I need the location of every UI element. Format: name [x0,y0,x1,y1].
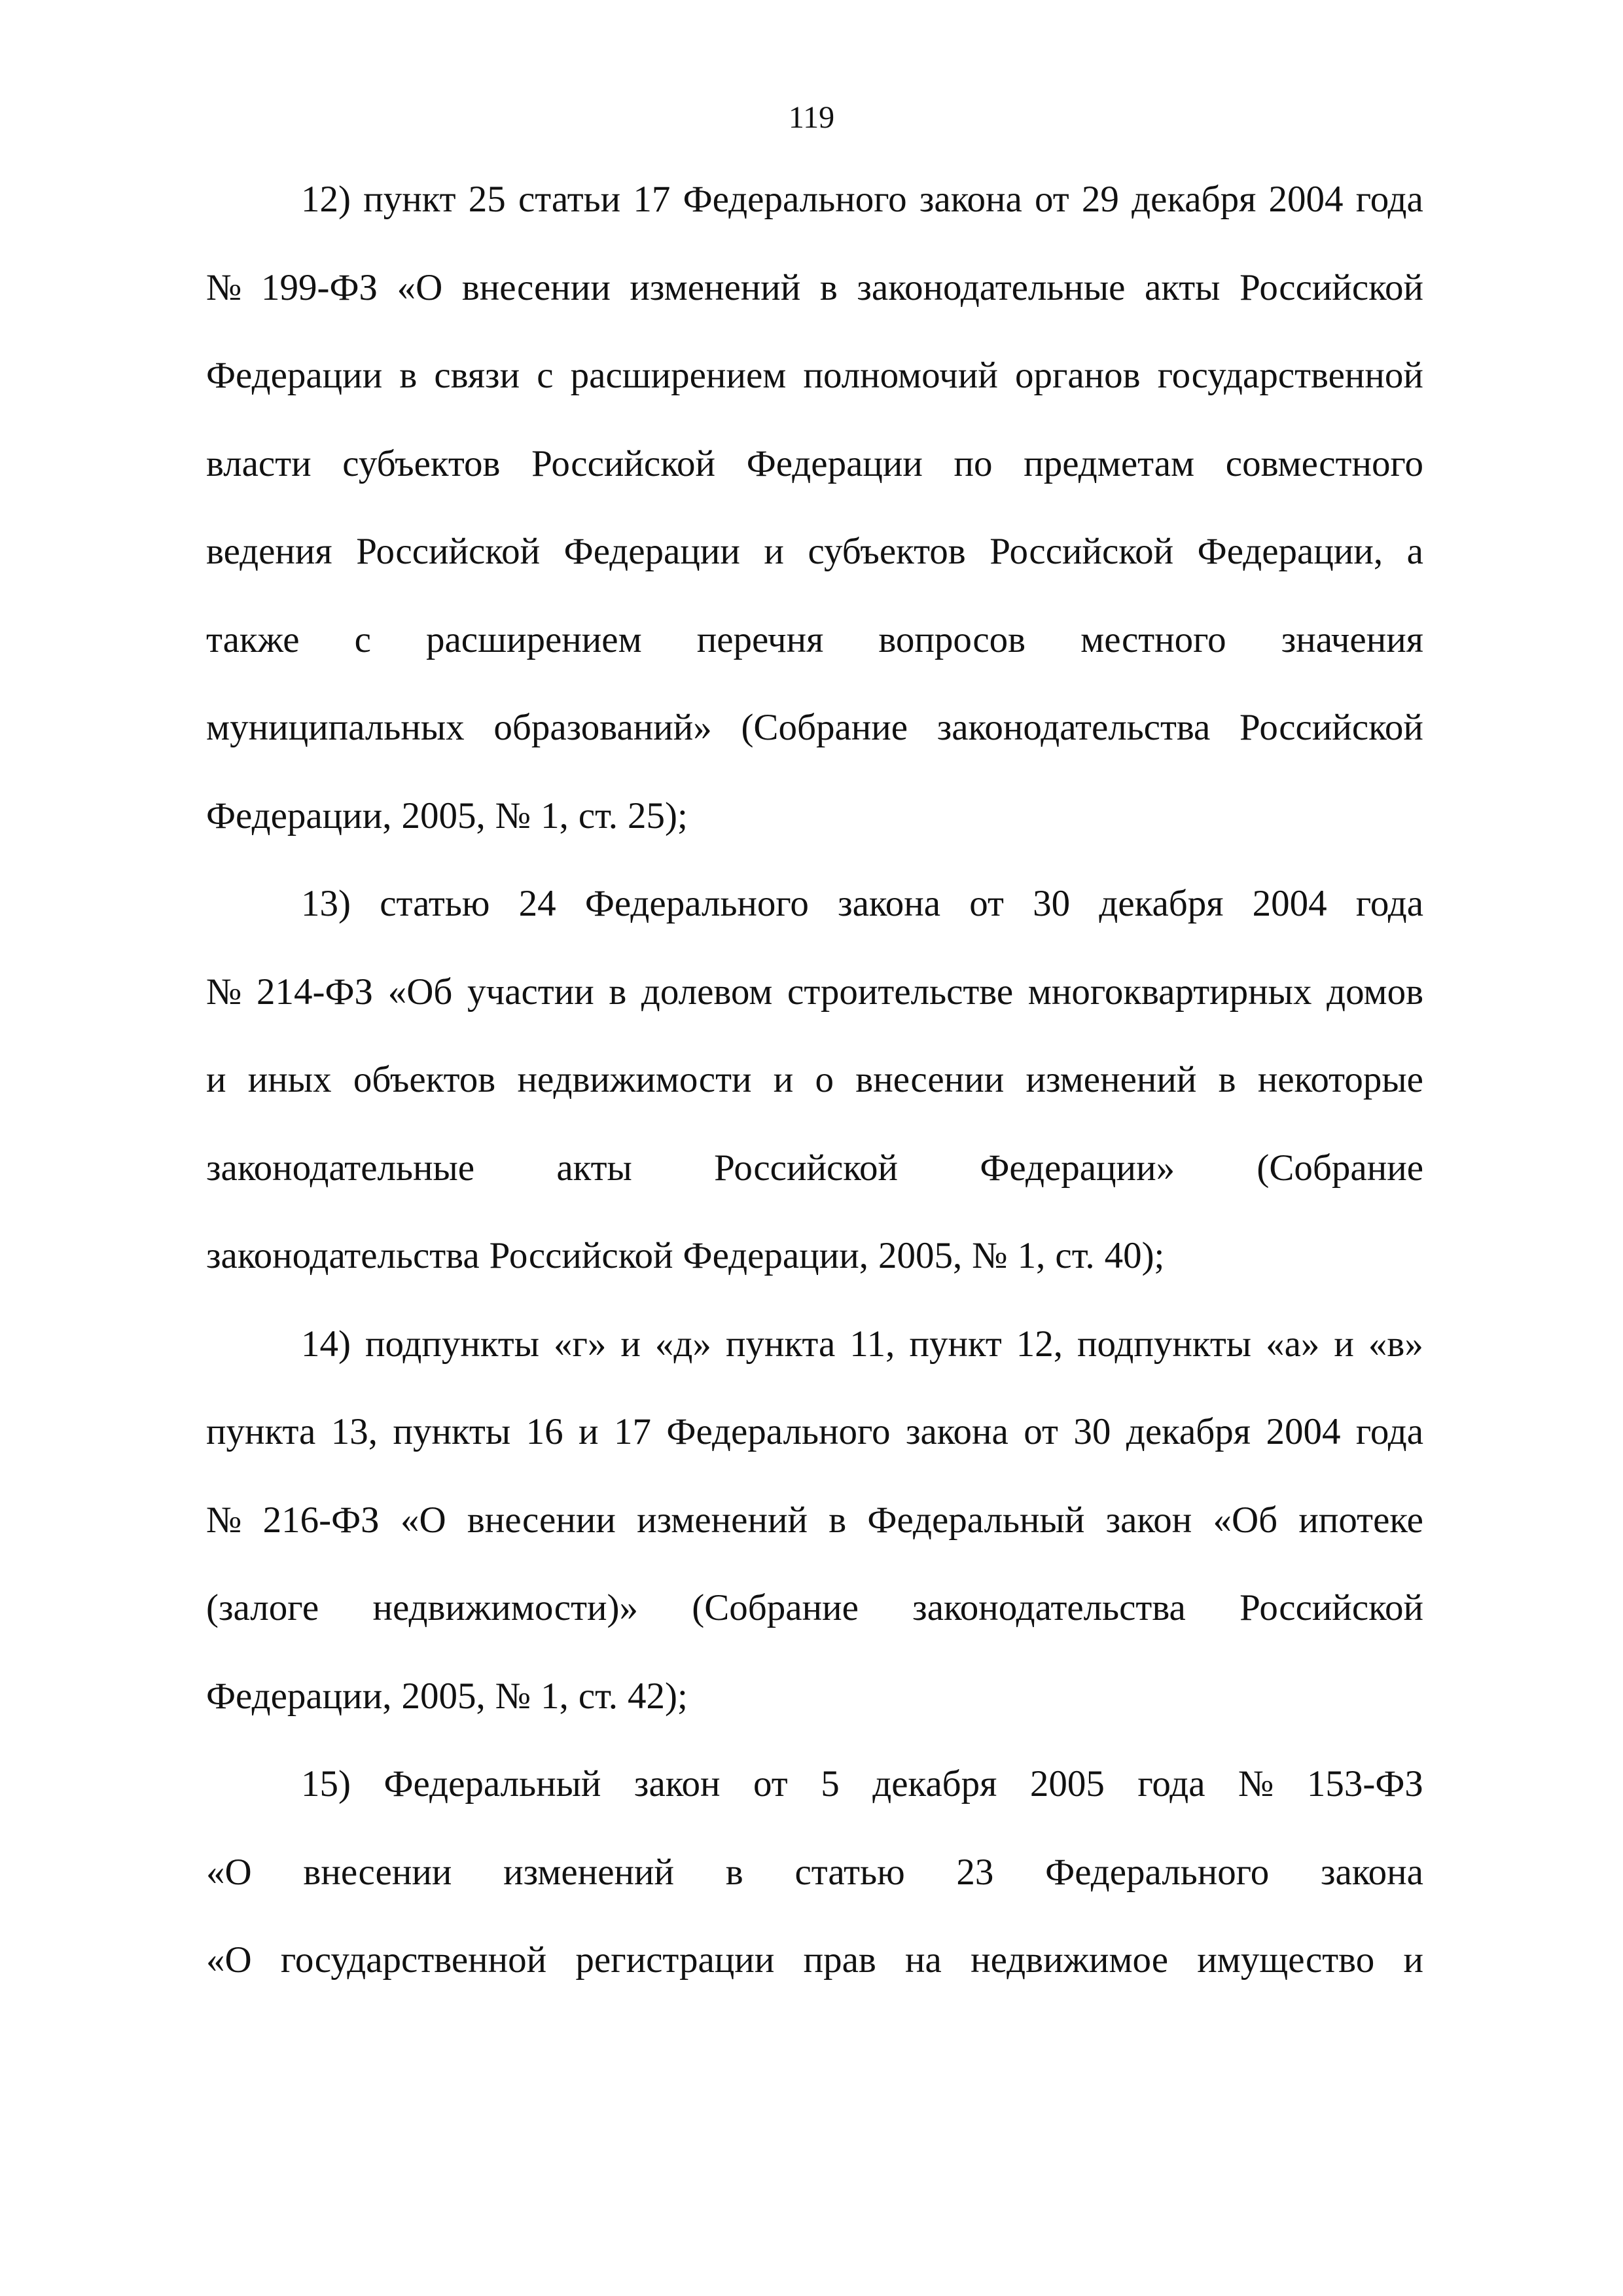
word: в [819,266,838,308]
word: декабря [872,1763,997,1804]
word: закона [838,883,941,924]
word: года [1355,883,1423,924]
word: 2005, [878,1235,963,1276]
word: в [609,971,627,1013]
word: изменений [1026,1059,1197,1100]
word: пункта [206,1411,316,1452]
word: Федерального [683,179,907,220]
word: Российской [990,531,1174,572]
word: совместного [1225,442,1423,484]
word: 30 [1033,883,1071,924]
word: 23 [956,1851,994,1893]
word: «О [400,1499,446,1541]
text-line [206,350,1423,438]
word: и [579,1411,599,1452]
word: «д» [654,1323,711,1365]
word: Федерации, [683,1235,868,1276]
word: законодательства [936,707,1211,748]
word: ст. [1055,1235,1095,1276]
word: 216-ФЗ [262,1499,380,1541]
word: внесении [303,1851,452,1893]
word: в [399,355,418,396]
word: 153-ФЗ [1306,1763,1423,1804]
word: а [1406,531,1423,572]
word: от [969,883,1004,924]
word: закон [1105,1499,1192,1541]
word: «О [397,266,443,308]
word: законодательства [912,1587,1186,1628]
text-line [206,1054,1423,1142]
word: «О [206,1939,252,1981]
word: 12, [1016,1323,1063,1365]
word: и [1403,1939,1423,1981]
word: 2004 [1268,179,1344,220]
text-line [206,262,1423,350]
word: 29 [1081,179,1119,220]
word: изменений [503,1851,675,1893]
word: связи [434,355,520,396]
text-line [206,1406,1423,1494]
word: внесении [461,266,611,308]
word: (Собрание [692,1587,859,1628]
text-line [206,438,1423,526]
word: № [495,1675,531,1717]
text-line [206,1142,1423,1230]
word: государственной [1157,355,1423,396]
word: имущество [1197,1939,1375,1981]
word: ст. [578,1675,618,1717]
word: акты [556,1147,632,1189]
word: изменений [637,1499,808,1541]
word: 17 [633,179,671,220]
word: с [537,355,554,396]
text-line [206,1846,1423,1935]
word: перечня [696,619,824,660]
word: по [954,442,993,484]
word: Федеральный [867,1499,1085,1541]
word: от [753,1763,788,1804]
word: власти [206,442,312,484]
text-line [206,526,1423,614]
word: пункт [363,179,456,220]
word: Федерации» [980,1147,1175,1189]
word: «а» [1266,1323,1320,1365]
word: 11, [849,1323,895,1365]
word: предметам [1024,442,1195,484]
word: органов [1014,355,1141,396]
word: «Об [1213,1499,1278,1541]
word: Федерального [666,1411,891,1452]
word: изменений [630,266,801,308]
word: Федерального [584,883,809,924]
word: декабря [1126,1411,1251,1452]
word: Российской [356,531,541,572]
word: 1, [541,1675,569,1717]
word: 40); [1104,1235,1165,1276]
word: законодательные [857,266,1126,308]
word: образований» [493,707,712,748]
word: «Об [387,971,453,1013]
word: о [815,1059,834,1100]
word: 214-ФЗ [257,971,374,1013]
page-number: 119 [788,100,835,135]
word: и [1334,1323,1354,1365]
word: закона [905,1411,1008,1452]
word: № [972,1235,1008,1276]
word: Российской [1240,707,1423,748]
word: № [1238,1763,1274,1804]
word: 17 [613,1411,651,1452]
word: недвижимости [517,1059,752,1100]
word: недвижимости)» [372,1587,638,1628]
word: года [1355,1411,1423,1452]
word: пункта [725,1323,836,1365]
word: от [1035,179,1069,220]
word: с [354,619,371,660]
word: подпункты [365,1323,540,1365]
word: Федерального [1045,1851,1270,1893]
text-line [206,966,1423,1054]
word: года [1355,179,1423,220]
text-line [206,1318,1423,1407]
word: подпункты [1077,1323,1252,1365]
word: 13) [301,883,351,924]
word: муниципальных [206,707,465,748]
word: законодательные [206,1147,475,1189]
word: иных [247,1059,332,1100]
word: декабря [1132,179,1257,220]
word: долевом [641,971,773,1013]
word: 2004 [1252,883,1327,924]
word: вопросов [878,619,1026,660]
word: 1, [1017,1235,1046,1276]
word: Российской [489,1235,673,1276]
word: некоторые [1257,1059,1423,1100]
word: 14) [301,1323,351,1365]
word: законодательства [206,1235,480,1276]
word: Российской [1240,266,1423,308]
word: Федерации [563,531,740,572]
word: 25 [468,179,506,220]
word: декабря [1099,883,1224,924]
word: полномочий [803,355,998,396]
text-line [206,702,1423,790]
word: и [206,1059,226,1100]
word: 2005, [401,1675,486,1717]
word: расширением [426,619,642,660]
word: № [495,795,531,836]
word: в [1218,1059,1236,1100]
word: регистрации [575,1939,775,1981]
word: статью [794,1851,905,1893]
word: № [206,266,242,308]
word: значения [1281,619,1423,660]
word: 1, [541,795,569,836]
word: статьи [518,179,621,220]
word: Российской [1240,1587,1423,1628]
word: (Собрание [741,707,908,748]
word: и [620,1323,641,1365]
word: «г» [554,1323,607,1365]
text-line [206,1670,1423,1759]
text-line [206,1230,1423,1318]
word: участии [467,971,594,1013]
word: (залоге [206,1587,319,1628]
word: ведения [206,531,332,572]
word: Федеральный [383,1763,601,1804]
word: строительстве [787,971,1014,1013]
word: в [725,1851,743,1893]
text-line [206,1494,1423,1583]
word: расширением [570,355,787,396]
text-line [206,614,1423,702]
word: № [206,1499,242,1541]
word: 24 [518,883,556,924]
word: внесении [855,1059,1005,1100]
word: Федерации [206,355,383,396]
word: ст. [578,795,618,836]
word: пункты [393,1411,511,1452]
word: 16 [526,1411,563,1452]
word: многоквартирных [1027,971,1312,1013]
word: Федерации, [1197,531,1383,572]
word: прав [803,1939,876,1981]
word: Федерации, [206,1675,392,1717]
word: (Собрание [1257,1147,1423,1189]
word: № [206,971,242,1013]
text-line [206,173,1423,262]
word: 15) [301,1763,351,1804]
word: статью [380,883,490,924]
word: Федерации, [206,795,392,836]
word: Федерации [746,442,923,484]
text-line [206,878,1423,966]
word: субъектов [808,531,966,572]
word: пункт [909,1323,1002,1365]
word: акты [1145,266,1221,308]
word: 2005, [401,795,486,836]
word: 2004 [1266,1411,1341,1452]
text-line [206,1582,1423,1670]
word: государственной [280,1939,547,1981]
word: внесении [467,1499,616,1541]
text-line [206,1758,1423,1846]
word: закона [919,179,1022,220]
word: Российской [531,442,716,484]
word: Российской [714,1147,899,1189]
word: от [1024,1411,1058,1452]
word: закона [1321,1851,1423,1893]
document-body [206,173,1423,2022]
word: в [829,1499,847,1541]
word: закон [633,1763,721,1804]
word: года [1137,1763,1205,1804]
text-line [206,1934,1423,2022]
word: 2005 [1029,1763,1105,1804]
word: и [764,531,784,572]
word: 30 [1073,1411,1111,1452]
word: также [206,619,300,660]
word: 25); [628,795,688,836]
word: субъектов [342,442,501,484]
word: «О [206,1851,252,1893]
word: домов [1327,971,1423,1013]
word: 5 [821,1763,840,1804]
word: 42); [628,1675,688,1717]
word: объектов [353,1059,496,1100]
word: 199-ФЗ [260,266,378,308]
word: местного [1080,619,1226,660]
word: недвижимое [971,1939,1169,1981]
word: ипотеке [1298,1499,1423,1541]
word: 12) [301,179,351,220]
word: и [773,1059,794,1100]
word: на [905,1939,942,1981]
text-line [206,790,1423,878]
word: «в» [1368,1323,1423,1365]
word: 13, [330,1411,378,1452]
